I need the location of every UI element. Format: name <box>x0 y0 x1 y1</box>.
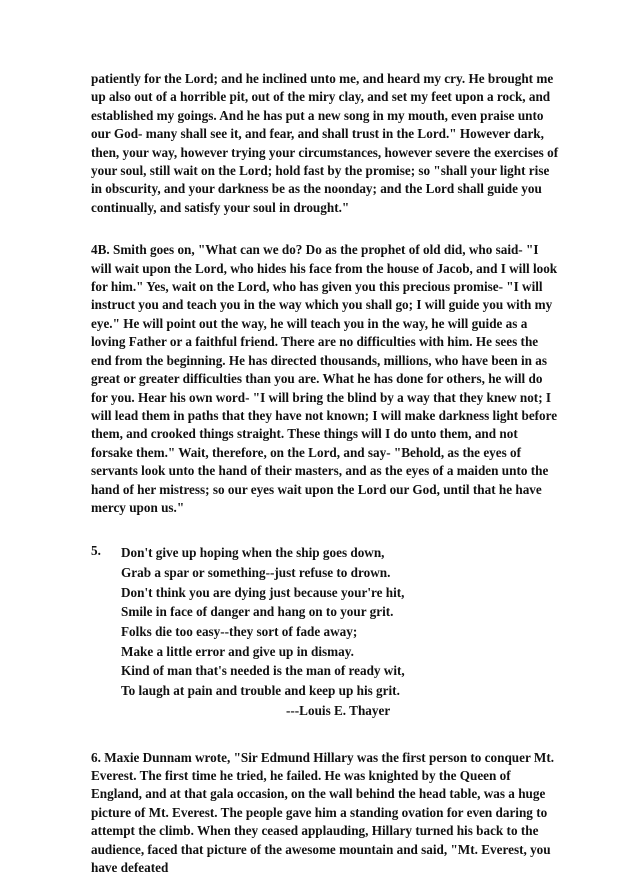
poem-line: Kind of man that's needed is the man of ready wit, <box>121 663 405 679</box>
poem-line: Folks die too easy--they sort of fade away; <box>121 624 358 640</box>
document-page <box>91 70 561 877</box>
paragraph-6: 6. Maxie Dunnam wrote, "Sir Edmund Hillary was the first person to conquer Mt. Everest. The first time he tried, he failed. He was knighted by the Queen of England, and at that gala occasion, on the wall behind the head table, was a huge picture of Mt. Everest. The people gave him a standing ovation for even daring to attempt the climb. When they ceased applauding, Hillary turned his back to the audience, faced that picture of the awesome mountain and said, "Mt. Everest, you have defeated <box>91 749 555 875</box>
paragraph-spacer <box>91 517 561 543</box>
poem-line: Don't think you are dying just because your're hit, <box>121 584 405 600</box>
poem-line: Grab a spar or something--just refuse to drown. <box>121 565 391 581</box>
paragraph-spacer <box>91 721 561 749</box>
poem-line: Don't give up hoping when the ship goes down, <box>121 545 385 561</box>
poem-attribution: ---Louis E. Thayer <box>286 702 391 718</box>
paragraph-4b: 4B. Smith goes on, "What can we do? Do as the prophet of old did, who said- "I will wait upon the Lord, who hides his face from the house of Jacob, and I will look for him." Yes, wait on the Lord, who has given you this precious promise- "I will instruct you and teach you in the way which you shall go; I will guide you with my eye." He will point out the way, he will teach you in the way, he will guide as a loving Father or a faithful friend. There are no difficulties with him. He sees the end from the beginning. He has directed thousands, millions, who have been in as great or greater difficulties than you are. What he has done for others, he will do for you. Hear his own word- "I will bring the blind by a way that they knew not; I will lead them in paths that they have not known; I will make darkness light before them, and crooked things straight. These things will I do unto them, and not forsake them." Wait, therefore, on the Lord, and say- "Behold, as the eyes of servants look unto the hand of their masters, and as the eyes of a maiden unto the hand of her mistress; so our eyes wait upon the Lord our God, until that he have mercy upon us." <box>91 242 558 515</box>
paragraph-continuation: patiently for the Lord; and he inclined unto me, and heard my cry. He brought me up also out of a horrible pit, out of the miry clay, and set my feet upon a rock, and established my goings. And he has put a new song in my mouth, even praise unto our God- many shall see it, and fear, and shall trust in the Lord." However dark, then, your way, however trying your circumstances, however severe the exercises of your soul, still wait on the Lord; hold fast by the promise; so "shall your light rise in obscurity, and your darkness be as the noonday; and the Lord shall guide you continually, and satisfy your soul in drought." <box>91 71 559 215</box>
poem-line: Make a little error and give up in dismay. <box>121 643 354 659</box>
poem-line: To laugh at pain and trouble and keep up his grit. <box>121 683 400 699</box>
poem-line: Smile in face of danger and hang on to your grit. <box>121 604 394 620</box>
paragraph-spacer <box>91 217 561 241</box>
poem-section <box>91 543 561 720</box>
poem-lines <box>121 543 561 720</box>
poem-number: 5. <box>91 543 101 559</box>
